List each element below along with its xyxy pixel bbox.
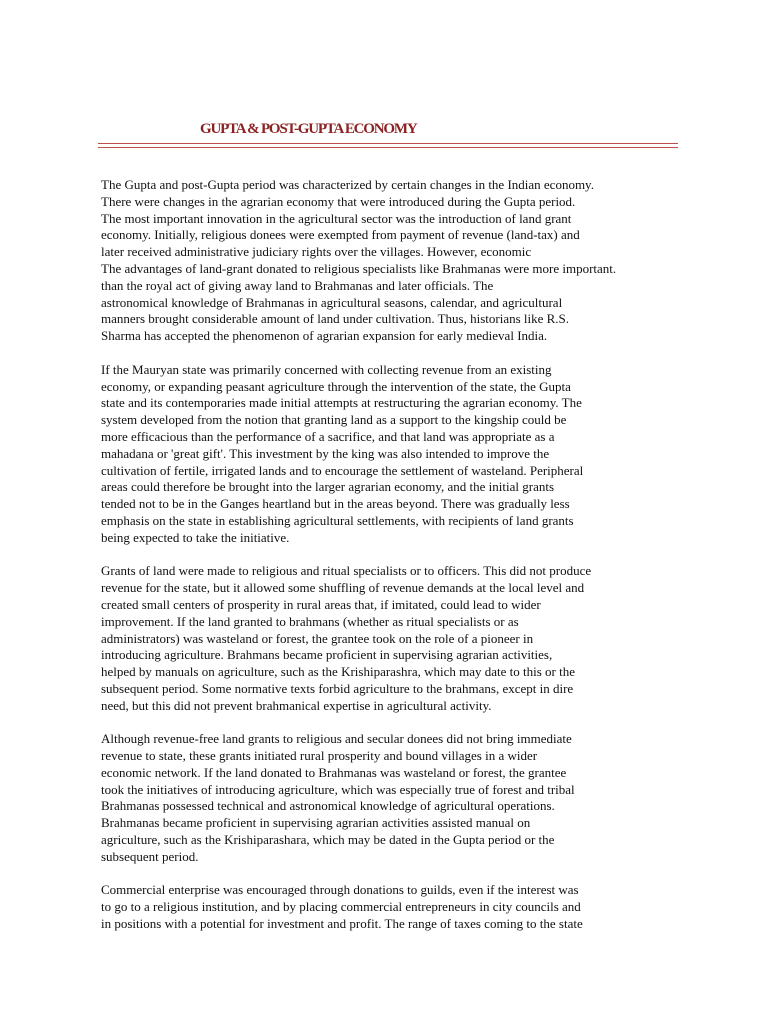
text-line: economy, or expanding peasant agriculture through the intervention of the state, the Gupta bbox=[101, 378, 571, 394]
text-line: emphasis on the state in establishing agricultural settlements, with recipients of land grants bbox=[101, 512, 574, 528]
text-line: in positions with a potential for investment and profit. The range of taxes coming to the state bbox=[101, 916, 583, 932]
text-line: The Gupta and post-Gupta period was characterized by certain changes in the Indian economy. bbox=[101, 177, 594, 192]
title-underline bbox=[98, 143, 678, 148]
text-line: The most important innovation in the agricultural sector was the introduction of land grant bbox=[101, 210, 572, 226]
text-line: Sharma has accepted the phenomenon of agrarian expansion for early medieval India. bbox=[101, 328, 548, 344]
text-line: There were changes in the agrarian economy that were introduced during the Gupta period. bbox=[101, 193, 576, 209]
paragraph-3 bbox=[101, 563, 701, 714]
text-line: subsequent period. Some normative texts forbid agriculture to the brahmans, except in dire bbox=[101, 680, 574, 696]
text-line: later received administrative judiciary rights over the villages. However, economic bbox=[101, 244, 532, 260]
text-line: state and its contemporaries made initial attempts at restructuring the agrarian economy. The bbox=[101, 395, 582, 411]
text-line: created small centers of prosperity in rural areas that, if imitated, could lead to wider bbox=[101, 596, 541, 612]
paragraph-1 bbox=[101, 177, 701, 345]
text-line: improvement. If the land granted to brahmans (whether as ritual specialists or as bbox=[101, 613, 519, 629]
paragraph-4 bbox=[101, 731, 701, 865]
text-line: introducing agriculture. Brahmans became proficient in supervising agrarian activities, bbox=[101, 647, 553, 663]
text-line: need, but this did not prevent brahmanical expertise in agricultural activity. bbox=[101, 697, 492, 713]
text-line: manners brought considerable amount of land under cultivation. Thus, historians like R.S. bbox=[101, 311, 570, 327]
text-line: areas could therefore be brought into the larger agrarian economy, and the initial grants bbox=[101, 479, 555, 495]
text-line: astronomical knowledge of Brahmanas in agricultural seasons, calendar, and agricultural bbox=[101, 294, 563, 310]
paragraph-5 bbox=[101, 882, 701, 932]
text-line: revenue for the state, but it allowed some shuffling of revenue demands at the local level and bbox=[101, 580, 585, 596]
text-line: cultivation of fertile, irrigated lands and to encourage the settlement of wasteland. Peripheral bbox=[101, 462, 584, 478]
text-line: economy. Initially, religious donees were exempted from payment of revenue (land-tax) and bbox=[101, 227, 580, 243]
text-line: administrators) was wasteland or forest, the grantee took on the role of a pioneer in bbox=[101, 630, 534, 646]
text-line: economic network. If the land donated to Brahmanas was wasteland or forest, the grantee bbox=[101, 764, 567, 780]
text-line: more efficacious than the performance of a sacrifice, and that land was appropriate as a bbox=[101, 428, 555, 444]
paragraph-2 bbox=[101, 362, 701, 547]
text-line: If the Mauryan state was primarily concerned with collecting revenue from an existing bbox=[101, 361, 552, 377]
text-line: The advantages of land-grant donated to religious specialists like Brahmanas were more important. bbox=[101, 260, 617, 276]
text-line: agriculture, such as the Krishiparashara, which may be dated in the Gupta period or the bbox=[101, 832, 555, 848]
text-line: than the royal act of giving away land to Brahmanas and later officials. The bbox=[101, 277, 494, 293]
text-line: revenue to state, these grants initiated rural prosperity and bound villages in a wider bbox=[101, 748, 538, 764]
page-title: GUPTA & POST-GUPTA ECONOMY bbox=[200, 121, 417, 137]
text-line: Grants of land were made to religious and ritual specialists or to officers. This did not produce bbox=[101, 563, 592, 579]
document-body bbox=[101, 177, 701, 950]
text-line: helped by manuals on agriculture, such as the Krishiparashra, which may date to this or the bbox=[101, 664, 576, 680]
text-line: took the initiatives of introducing agriculture, which was especially true of forest and tribal bbox=[101, 781, 575, 797]
text-line: Brahmanas possessed technical and astronomical knowledge of agricultural operations. bbox=[101, 798, 555, 814]
text-line: Commercial enterprise was encouraged through donations to guilds, even if the interest was bbox=[101, 882, 579, 898]
text-line: to go to a religious institution, and by placing commercial entrepreneurs in city councils and bbox=[101, 899, 581, 915]
text-line: Brahmanas became proficient in supervising agrarian activities assisted manual on bbox=[101, 815, 531, 831]
text-line: Although revenue-free land grants to religious and secular donees did not bring immediate bbox=[101, 731, 572, 747]
text-line: subsequent period. bbox=[101, 848, 199, 864]
text-line: being expected to take the initiative. bbox=[101, 529, 290, 545]
text-line: mahadana or 'great gift'. This investment by the king was also intended to improve the bbox=[101, 445, 550, 461]
text-line: system developed from the notion that granting land as a support to the kingship could be bbox=[101, 412, 567, 428]
text-line: tended not to be in the Ganges heartland but in the areas beyond. There was gradually less bbox=[101, 496, 570, 512]
